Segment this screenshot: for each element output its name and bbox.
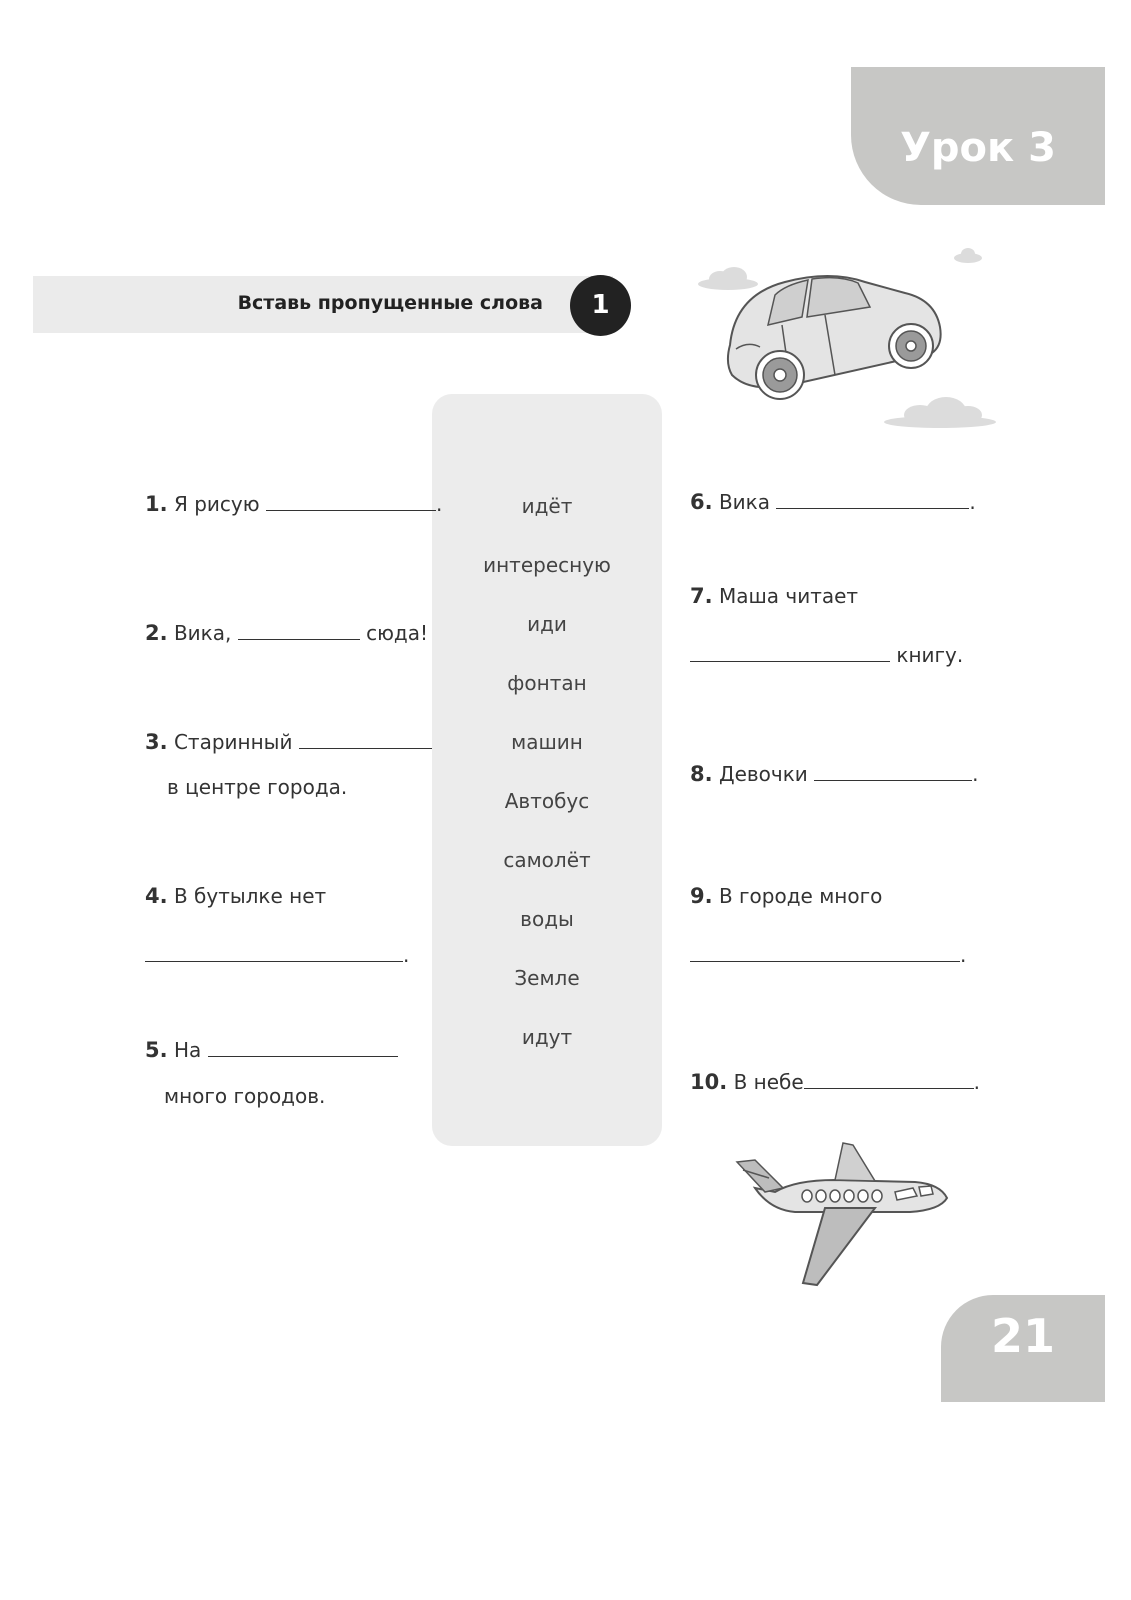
exercise-1	[145, 492, 442, 516]
exercise-text: В небе	[733, 1070, 804, 1094]
exercise-text-end: .	[972, 762, 979, 786]
word-bank-item: идёт	[521, 494, 573, 518]
word-bank-item: фонтан	[507, 671, 587, 695]
answer-blank[interactable]	[690, 647, 890, 662]
word-bank-item: Автобус	[504, 789, 590, 813]
task-title: Вставь пропущенные слова	[237, 292, 543, 314]
task-number-badge: 1	[570, 275, 631, 336]
answer-blank[interactable]	[145, 947, 403, 962]
exercise-text-end: .	[435, 492, 443, 516]
word-bank-item: воды	[520, 907, 574, 931]
exercise-number: 8.	[690, 762, 713, 786]
exercise-number: 2.	[145, 621, 168, 645]
word-bank-item: самолёт	[503, 848, 591, 872]
task-header-bar	[33, 276, 613, 333]
exercise-5-continuation: много городов.	[164, 1084, 326, 1108]
answer-blank[interactable]	[814, 766, 972, 781]
exercise-text: В городе много	[718, 884, 883, 908]
exercise-text: Вика	[718, 490, 771, 514]
exercise-5	[145, 1038, 398, 1062]
exercise-number: 10.	[690, 1070, 728, 1094]
exercise-3	[145, 730, 432, 754]
word-bank	[432, 394, 662, 1146]
exercise-text: Девочки	[718, 762, 808, 786]
exercise-text: В бутылке нет	[173, 884, 327, 908]
exercise-number: 3.	[145, 730, 168, 754]
page-number: 21	[990, 1309, 1055, 1363]
answer-blank[interactable]	[266, 496, 436, 511]
exercise-4	[145, 884, 326, 908]
exercise-text-end: .	[969, 490, 976, 514]
exercise-3-continuation: в центре города.	[167, 775, 348, 799]
exercise-text-end: .	[403, 943, 410, 967]
exercise-4-answer-line	[145, 943, 409, 967]
page-number-tab	[941, 1295, 1105, 1402]
airplane-illustration	[735, 1140, 960, 1290]
word-bank-item: идут	[521, 1025, 573, 1049]
exercise-9-answer-line	[690, 943, 966, 967]
car-illustration	[690, 245, 1030, 430]
exercise-9	[690, 884, 882, 908]
exercise-7	[690, 584, 858, 608]
exercise-number: 1.	[145, 492, 168, 516]
exercise-text-end: сюда!	[366, 621, 429, 645]
answer-blank[interactable]	[299, 734, 432, 749]
word-bank-item: иди	[527, 612, 567, 636]
exercise-8	[690, 762, 979, 786]
exercise-number: 6.	[690, 490, 713, 514]
exercise-text: Вика,	[173, 621, 232, 645]
exercise-10	[690, 1070, 980, 1094]
exercise-number: 9.	[690, 884, 713, 908]
exercise-text: Старинный	[173, 730, 293, 754]
exercise-number: 5.	[145, 1038, 168, 1062]
word-bank-item: Земле	[514, 966, 580, 990]
exercise-text-end: .	[960, 943, 967, 967]
exercise-text-end: книгу.	[896, 643, 964, 667]
answer-blank[interactable]	[238, 625, 360, 640]
exercise-7-answer-line	[690, 643, 963, 667]
word-bank-item: машин	[511, 730, 583, 754]
answer-blank[interactable]	[690, 947, 960, 962]
exercise-text: На	[173, 1038, 202, 1062]
exercise-number: 4.	[145, 884, 168, 908]
answer-blank[interactable]	[804, 1074, 974, 1089]
answer-blank[interactable]	[776, 494, 969, 509]
exercise-2	[145, 621, 428, 645]
answer-blank[interactable]	[208, 1042, 398, 1057]
lesson-tab	[851, 67, 1105, 205]
exercise-6	[690, 490, 976, 514]
lesson-title: Урок 3	[900, 125, 1056, 171]
word-bank-item: интересную	[483, 553, 611, 577]
exercise-number: 7.	[690, 584, 713, 608]
exercise-text: Я рисую	[173, 492, 260, 516]
exercise-text-end: .	[973, 1070, 981, 1094]
exercise-text: Маша читает	[718, 584, 859, 608]
